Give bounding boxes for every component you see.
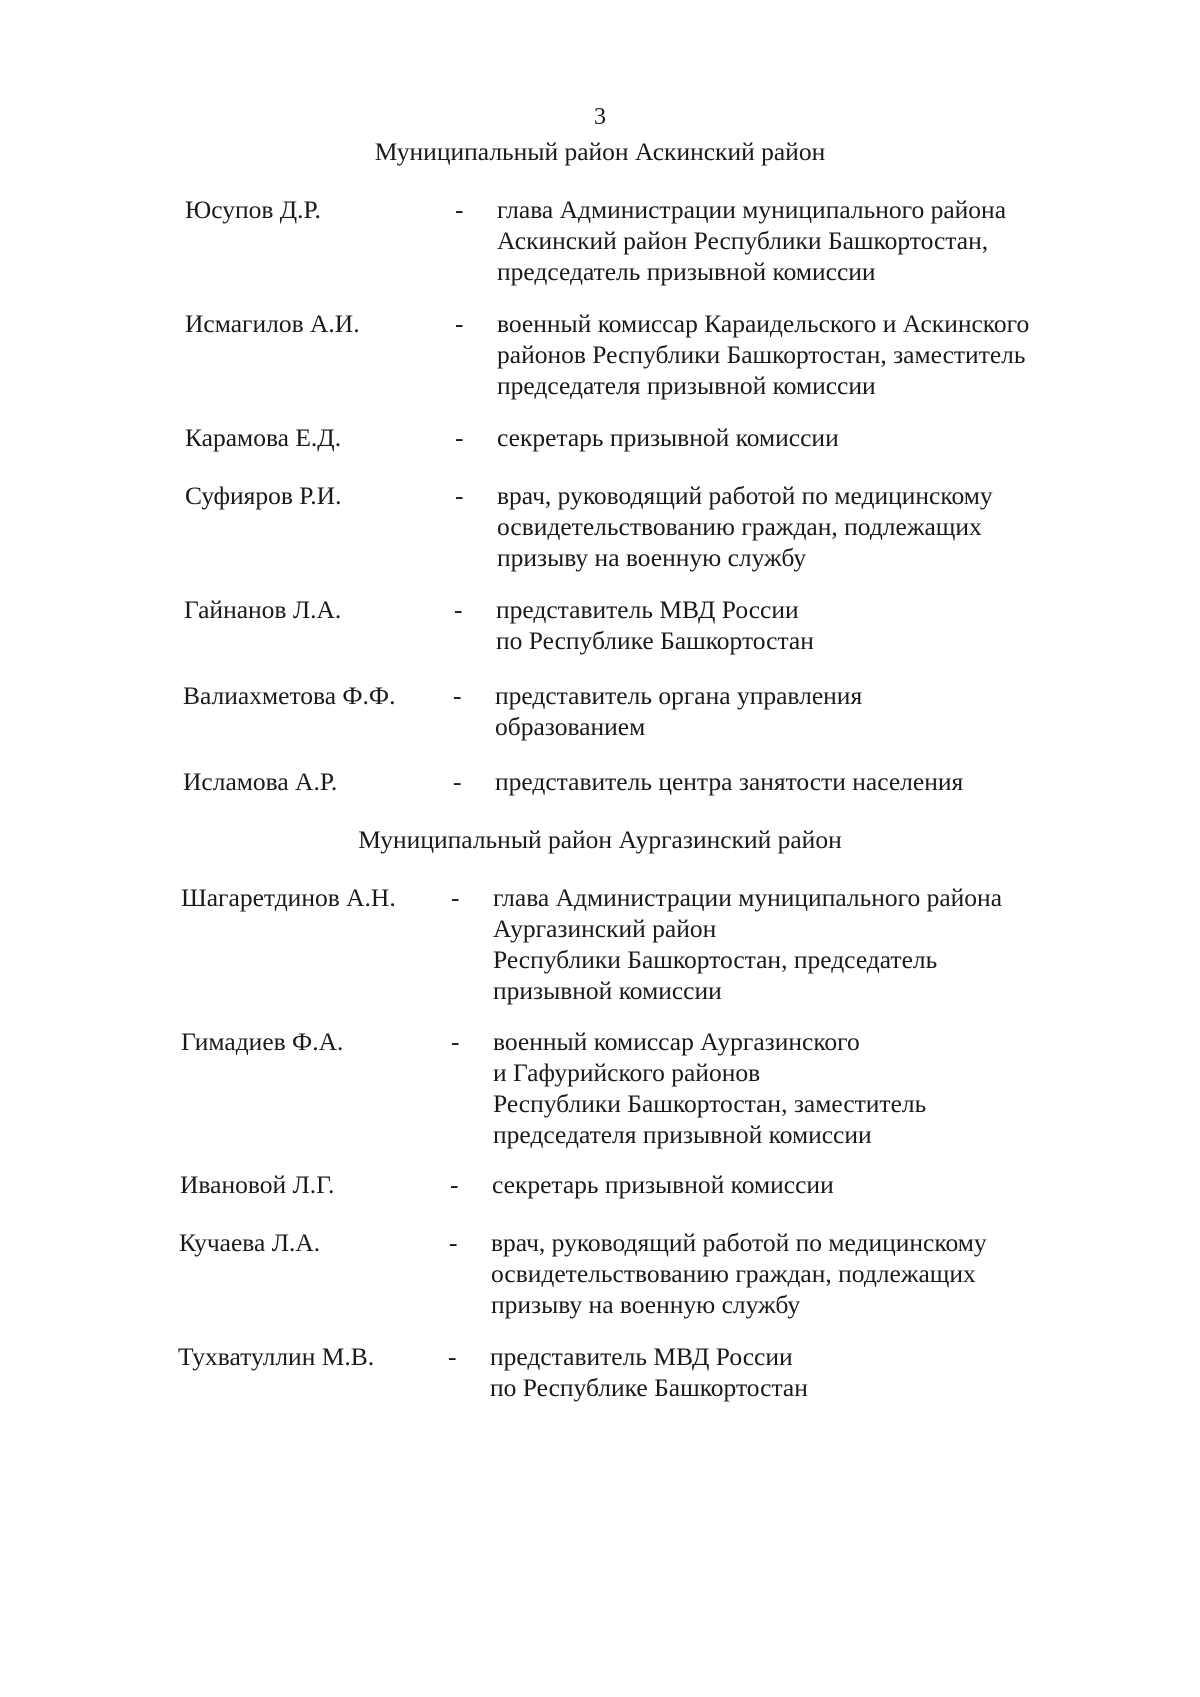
member-role: военный комиссар Караидельского и Аскинского районов Республики Башкортостан, заместитель председателя призывной комиссии xyxy=(497,309,1030,400)
member-role: глава Администрации муниципального района Аургазинский район Республики Башкортостан, председатель призывной комиссии xyxy=(493,883,1003,1005)
member-role: представитель МВД России по Республике Башкортостан xyxy=(490,1342,808,1402)
dash-separator: - xyxy=(449,1228,458,1257)
member-name: Тухватуллин М.В. xyxy=(178,1342,375,1371)
dash-separator: - xyxy=(448,1342,457,1371)
member-name: Кучаева Л.А. xyxy=(179,1228,321,1257)
member-role: представитель МВД России по Республике Башкортостан xyxy=(496,595,814,655)
member-name: Исламова А.Р. xyxy=(183,767,338,796)
dash-separator: - xyxy=(451,883,460,912)
member-name: Юсупов Д.Р. xyxy=(185,195,321,224)
dash-separator: - xyxy=(455,423,464,452)
dash-separator: - xyxy=(454,595,463,624)
member-name: Карамова Е.Д. xyxy=(185,423,342,452)
member-name: Валиахметова Ф.Ф. xyxy=(183,681,396,710)
dash-separator: - xyxy=(451,1027,460,1056)
member-role: представитель органа управления образованием xyxy=(495,681,863,741)
member-role: врач, руководящий работой по медицинскому освидетельствованию граждан, подлежащих призыву на военную службу xyxy=(491,1228,987,1319)
section-title-aurgazinsky: Муниципальный район Аургазинский район xyxy=(358,825,842,854)
dash-separator: - xyxy=(455,309,464,338)
member-role: представитель центра занятости населения xyxy=(495,767,964,796)
page-number: 3 xyxy=(594,104,606,130)
member-name: Гайнанов Л.А. xyxy=(184,595,342,624)
section-title-askinsky: Муниципальный район Аскинский район xyxy=(374,137,826,166)
dash-separator: - xyxy=(450,1170,459,1199)
member-name: Суфияров Р.И. xyxy=(185,481,342,510)
dash-separator: - xyxy=(455,481,464,510)
dash-separator: - xyxy=(453,767,462,796)
member-role: глава Администрации муниципального района Аскинский район Республики Башкортостан, председатель призывной комиссии xyxy=(497,195,1007,286)
member-role: военный комиссар Аургазинского и Гафурийского районов Республики Башкортостан, заместитель председателя призывной комиссии xyxy=(493,1027,927,1149)
member-name: Шагаретдинов А.Н. xyxy=(181,883,396,912)
dash-separator: - xyxy=(453,681,462,710)
member-name: Ивановой Л.Г. xyxy=(180,1170,335,1199)
member-name: Гимадиев Ф.А. xyxy=(181,1027,344,1056)
member-role: врач, руководящий работой по медицинскому освидетельствованию граждан, подлежащих призыву на военную службу xyxy=(497,481,993,572)
member-role: секретарь призывной комиссии xyxy=(492,1170,834,1199)
member-role: секретарь призывной комиссии xyxy=(497,423,839,452)
member-name: Исмагилов А.И. xyxy=(185,309,360,338)
dash-separator: - xyxy=(455,195,464,224)
